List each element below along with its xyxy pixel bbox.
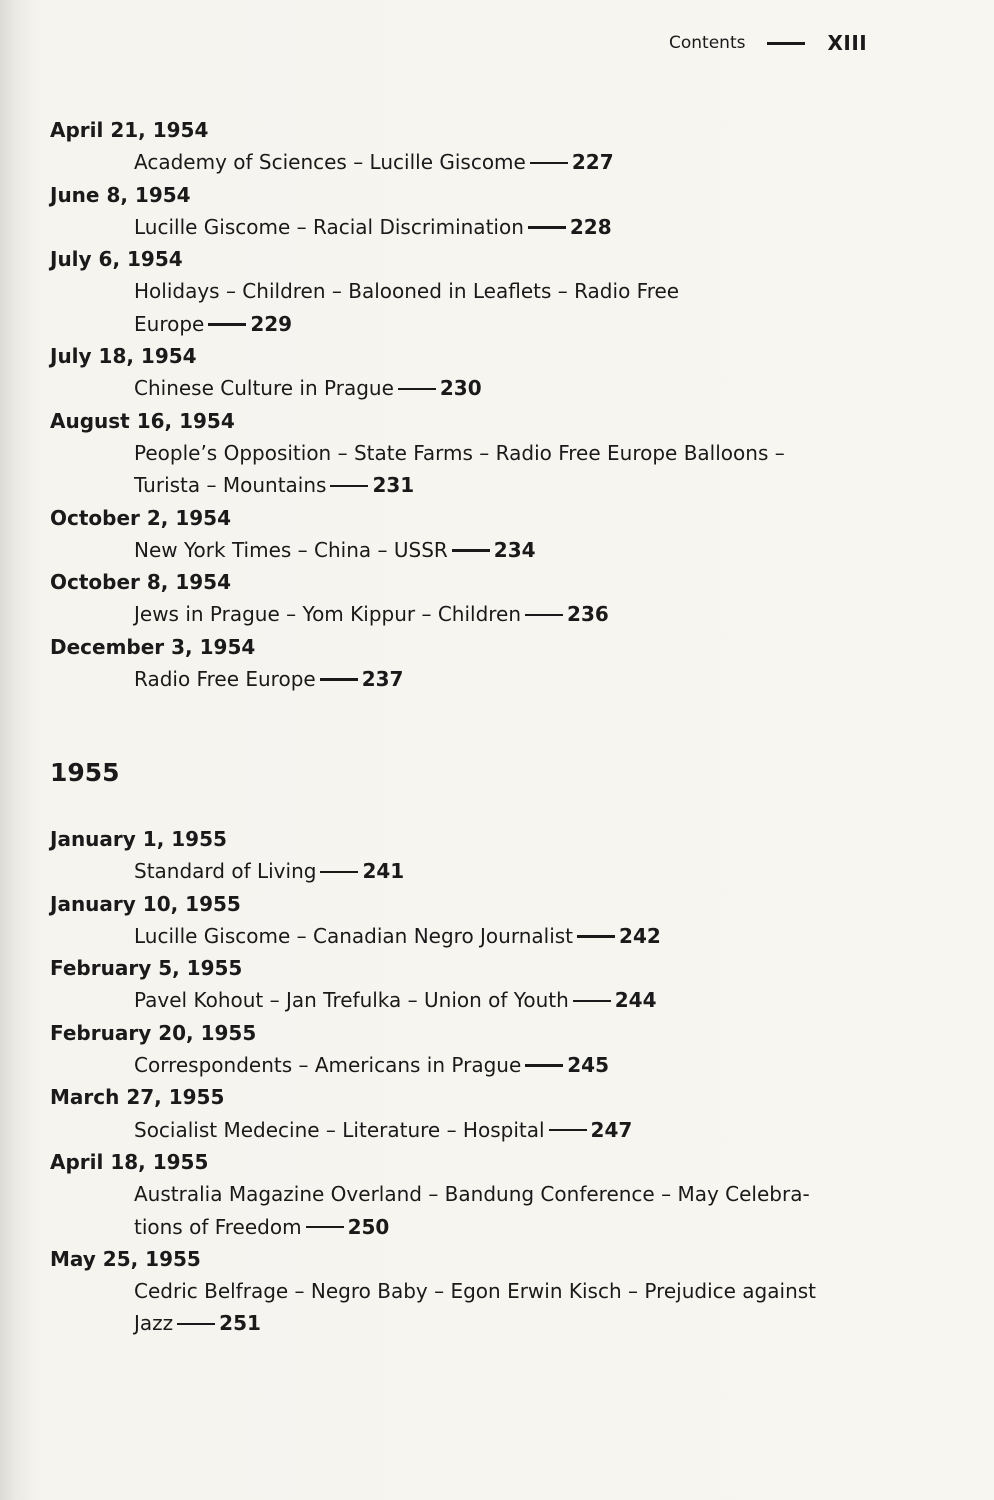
entry-date: October 8, 1954 xyxy=(50,570,232,595)
entry-subject xyxy=(50,598,850,630)
toc-entry xyxy=(50,566,910,631)
entry-subject xyxy=(50,211,850,243)
entry-page-number: 231 xyxy=(372,473,415,498)
entry-subject-line xyxy=(134,984,850,1016)
page-ref-dash xyxy=(452,549,490,552)
entry-date: December 3, 1954 xyxy=(50,634,256,659)
entry-page-number: 247 xyxy=(590,1117,633,1142)
entry-page-number: 251 xyxy=(219,1311,261,1336)
entry-subject-text: Socialist Medecine – Literature – Hospital xyxy=(134,1117,545,1142)
toc-section-1954 xyxy=(50,114,910,695)
entry-subject xyxy=(50,146,850,178)
entry-subject-text: Jazz xyxy=(134,1311,174,1336)
entry-subject-line: Cedric Belfrage – Negro Baby – Egon Erwin Kisch – Prejudice against xyxy=(134,1279,817,1304)
toc-entry xyxy=(50,114,910,179)
entry-page-number: 227 xyxy=(571,150,614,175)
entry-subject xyxy=(50,1178,850,1243)
entry-subject xyxy=(50,534,850,566)
entry-subject xyxy=(50,437,850,502)
page-ref-dash xyxy=(177,1323,215,1326)
entry-subject-text: Standard of Living xyxy=(134,859,317,884)
entry-subject-line xyxy=(134,1307,850,1339)
toc-entry xyxy=(50,243,910,340)
entry-date: July 18, 1954 xyxy=(50,344,197,369)
running-head-label: Contents xyxy=(669,33,746,53)
toc-entry xyxy=(50,1243,910,1340)
running-head-dash xyxy=(767,42,805,45)
entry-subject-line: Holidays – Children – Balooned in Leaflets – Radio Free xyxy=(134,279,680,304)
entry-subject-text: Jews in Prague – Yom Kippur – Children xyxy=(134,602,522,627)
entry-date: July 6, 1954 xyxy=(50,247,183,272)
toc-entry xyxy=(50,502,910,567)
running-head xyxy=(669,30,867,56)
entry-date: June 8, 1954 xyxy=(50,182,191,207)
page-ref-dash xyxy=(398,388,436,391)
page-ref-dash xyxy=(525,614,563,617)
entry-page-number: 229 xyxy=(250,311,293,336)
entry-subject-line: People’s Opposition – State Farms – Radio Free Europe Balloons – xyxy=(134,440,785,465)
toc-entry xyxy=(50,1081,910,1146)
entry-subject xyxy=(50,1049,850,1081)
entry-page-number: 245 xyxy=(567,1053,609,1078)
entry-date: March 27, 1955 xyxy=(50,1085,225,1110)
entry-subject-text: tions of Freedom xyxy=(134,1214,302,1239)
entry-subject-text: Pavel Kohout – Jan Trefulka – Union of Youth xyxy=(134,988,569,1013)
page-ref-dash xyxy=(320,871,358,874)
entry-subject-line xyxy=(134,372,850,404)
entry-subject-line xyxy=(134,663,850,695)
entry-page-number: 242 xyxy=(619,923,661,948)
entry-page-number: 234 xyxy=(493,537,536,562)
entry-page-number: 236 xyxy=(567,602,609,627)
entry-subject xyxy=(50,1114,850,1146)
toc-entry xyxy=(50,888,910,953)
entry-date: April 21, 1954 xyxy=(50,118,209,142)
entry-subject xyxy=(50,1275,850,1340)
entry-subject xyxy=(50,663,850,695)
entry-subject xyxy=(50,275,850,340)
entry-subject-text: Turista – Mountains xyxy=(134,473,327,498)
toc-entry xyxy=(50,405,910,502)
toc-entry xyxy=(50,952,910,1017)
entry-subject-line xyxy=(134,469,850,501)
toc-entry xyxy=(50,823,910,888)
toc-entry xyxy=(50,1146,910,1243)
entry-page-number: 230 xyxy=(439,376,482,401)
entry-subject-line xyxy=(134,1211,850,1243)
entry-subject-text: Correspondents – Americans in Prague xyxy=(134,1053,522,1078)
page-ref-dash xyxy=(549,1129,587,1132)
entry-subject-text: Radio Free Europe xyxy=(134,667,316,692)
entry-subject-line xyxy=(134,146,850,178)
entry-date: January 10, 1955 xyxy=(50,891,241,916)
entry-subject-text: Lucille Giscome – Canadian Negro Journalist xyxy=(134,923,574,948)
entry-subject-line: Australia Magazine Overland – Bandung Conference – May Celebra- xyxy=(134,1182,810,1207)
entry-page-number: 241 xyxy=(362,859,405,884)
toc-entry xyxy=(50,631,910,696)
entry-subject-text: New York Times – China – USSR xyxy=(134,537,448,562)
page-ref-dash xyxy=(306,1226,344,1229)
entry-page-number: 228 xyxy=(569,214,612,239)
toc-entry xyxy=(50,1017,910,1082)
entry-subject-line xyxy=(134,598,850,630)
year-heading-1955: 1955 xyxy=(50,758,120,787)
entry-subject-text: Academy of Sciences – Lucille Giscome xyxy=(134,150,526,175)
toc-entry xyxy=(50,179,910,244)
page-ref-dash xyxy=(573,1000,611,1003)
entry-date: February 20, 1955 xyxy=(50,1020,257,1045)
page-ref-dash xyxy=(528,226,566,229)
entry-date: January 1, 1955 xyxy=(50,827,227,851)
entry-date: February 5, 1955 xyxy=(50,956,243,981)
entry-subject-line xyxy=(134,1114,850,1146)
page-ref-dash xyxy=(320,678,358,681)
entry-date: May 25, 1955 xyxy=(50,1246,201,1271)
toc-section-1955 xyxy=(50,823,910,1340)
entry-date: October 2, 1954 xyxy=(50,505,232,530)
page-ref-dash xyxy=(525,1064,563,1067)
page-ref-dash xyxy=(577,935,615,938)
entry-subject-line xyxy=(134,211,850,243)
page-ref-dash xyxy=(530,162,568,165)
entry-subject-line xyxy=(134,308,850,340)
entry-date: August 16, 1954 xyxy=(50,408,235,433)
entry-page-number: 250 xyxy=(347,1214,390,1239)
page-ref-dash xyxy=(208,323,246,326)
toc-entry xyxy=(50,340,910,405)
entry-subject-text: Lucille Giscome – Racial Discrimination xyxy=(134,214,524,239)
page-ref-dash xyxy=(330,485,368,488)
entry-subject xyxy=(50,920,850,952)
entry-subject xyxy=(50,984,850,1016)
entry-subject xyxy=(50,372,850,404)
entry-page-number: 237 xyxy=(361,667,404,692)
entry-subject xyxy=(50,855,850,887)
entry-subject-line xyxy=(134,1049,850,1081)
entry-page-number: 244 xyxy=(614,988,657,1013)
entry-subject-text: Europe xyxy=(134,311,205,336)
entry-subject-line xyxy=(134,855,850,887)
entry-date: April 18, 1955 xyxy=(50,1149,209,1174)
page-number: XIII xyxy=(827,31,868,55)
entry-subject-line xyxy=(134,534,850,566)
entry-subject-text: Chinese Culture in Prague xyxy=(134,376,394,401)
entry-subject-line xyxy=(134,920,850,952)
